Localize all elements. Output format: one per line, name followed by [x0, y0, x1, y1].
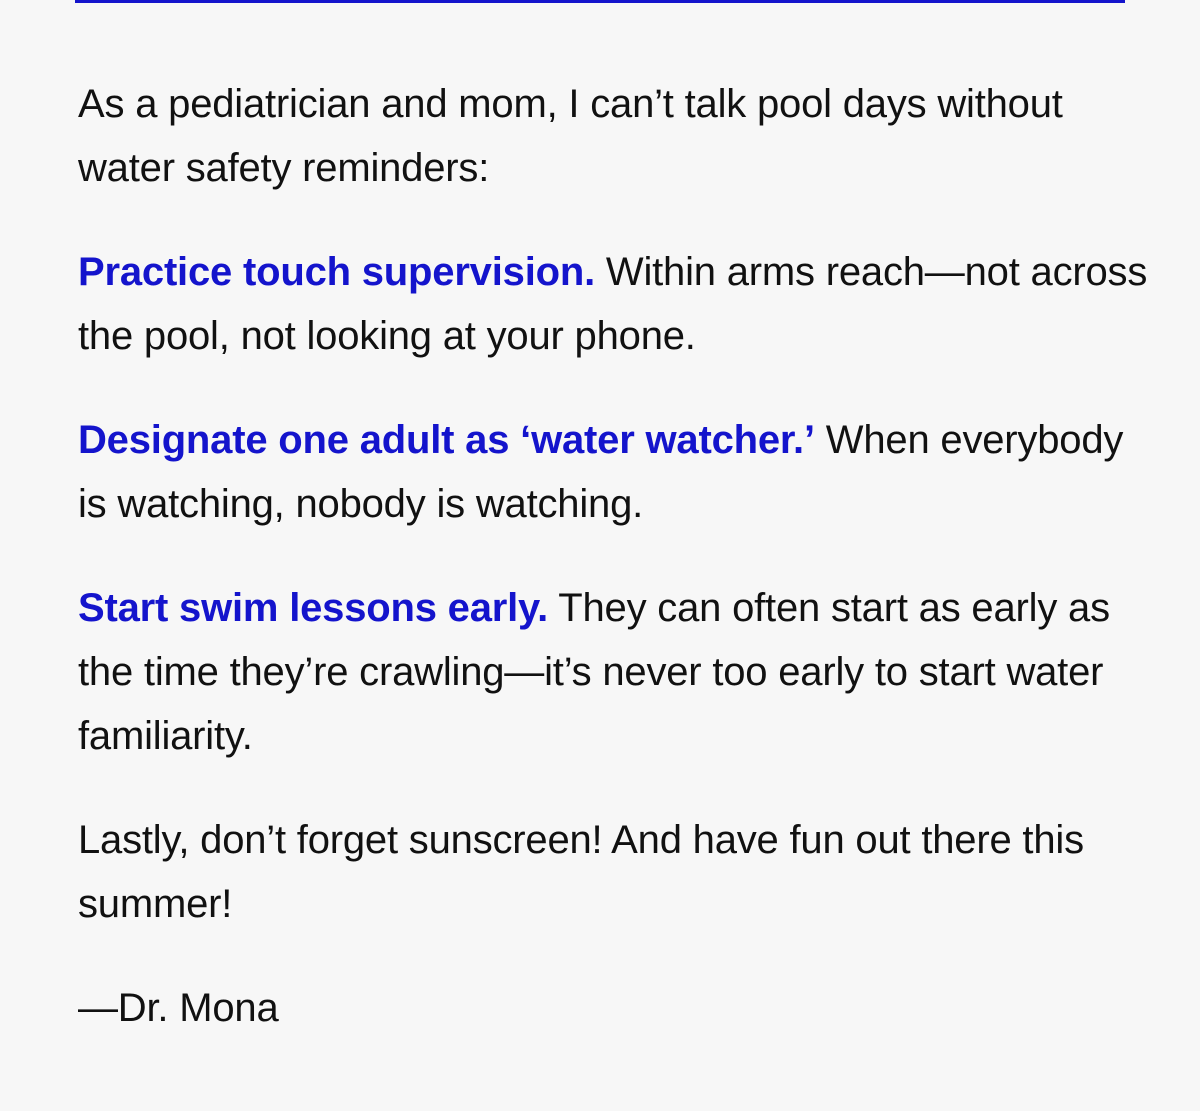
signature: —Dr. Mona [78, 986, 279, 1030]
tip-text: Within arms reach—not across the pool, not looking at your phone. [78, 250, 1148, 358]
tip-swim-lessons [78, 576, 1158, 768]
article-body [78, 72, 1158, 1080]
tip-heading: Practice touch supervision. [78, 250, 595, 294]
tip-heading: Start swim lessons early. [78, 586, 549, 630]
tip-heading: Designate one adult as ‘water watcher.’ [78, 418, 815, 462]
intro-paragraph: As a pediatrician and mom, I can’t talk pool days without water safety reminders: [78, 82, 1063, 190]
tip-water-watcher [78, 408, 1158, 536]
tip-text: When everybody is watching, nobody is watching. [78, 418, 1124, 526]
tip-touch-supervision [78, 240, 1158, 368]
top-divider [75, 0, 1125, 3]
closing-paragraph: Lastly, don’t forget sunscreen! And have fun out there this summer! [78, 818, 1084, 926]
tip-text: They can often start as early as the time they’re crawling—it’s never too early to start water familiarity. [78, 586, 1110, 758]
